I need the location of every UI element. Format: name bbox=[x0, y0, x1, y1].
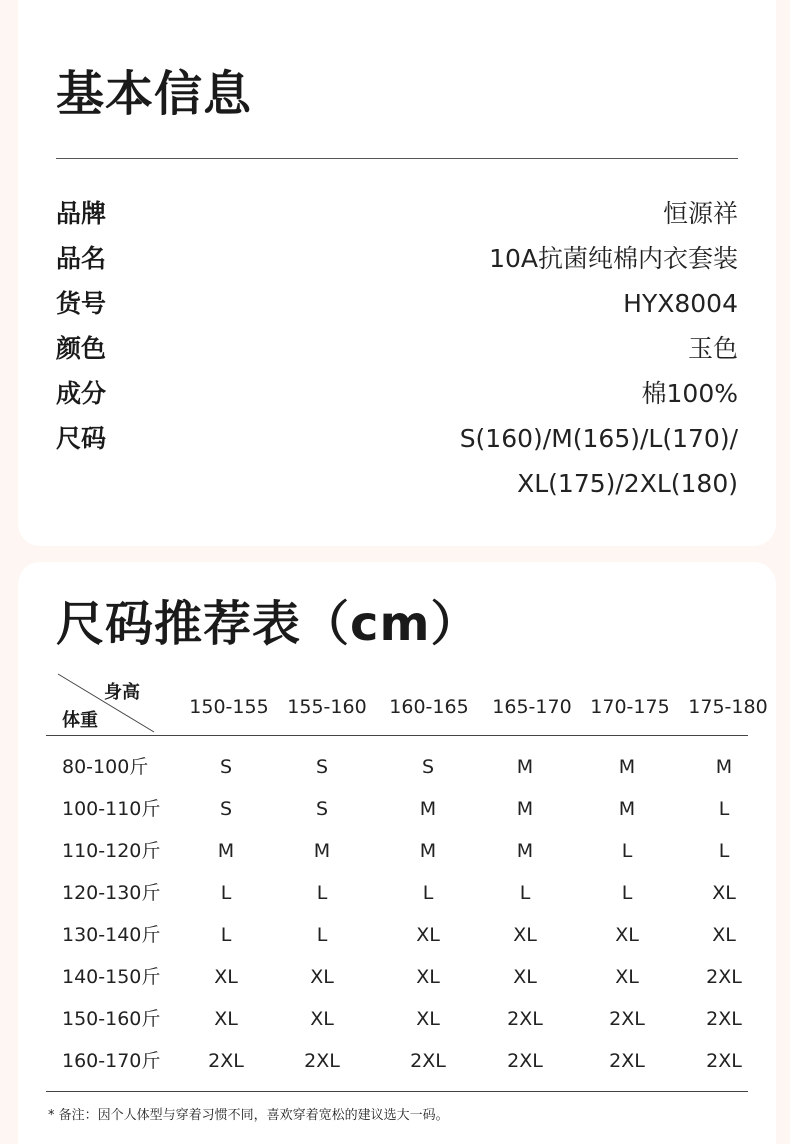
info-row-size bbox=[56, 416, 738, 461]
info-label: 货号 bbox=[56, 289, 107, 318]
row-weight-label: 120-130斤 bbox=[62, 882, 161, 904]
column-header: 165-170 bbox=[492, 696, 572, 718]
size-cell: XL bbox=[513, 966, 537, 988]
row-weight-label: 80-100斤 bbox=[62, 756, 149, 778]
title-divider bbox=[56, 158, 738, 159]
size-cell: 2XL bbox=[410, 1050, 446, 1072]
info-label: 品名 bbox=[56, 244, 107, 273]
info-value: HYX8004 bbox=[623, 289, 738, 318]
info-row-product-name bbox=[56, 236, 738, 281]
info-value: 玉色 bbox=[687, 334, 738, 363]
column-header: 175-180 bbox=[688, 696, 768, 718]
size-cell: 2XL bbox=[706, 1050, 742, 1072]
info-label: 尺码 bbox=[56, 424, 107, 453]
size-cell: S bbox=[219, 798, 233, 820]
size-cell: M bbox=[618, 798, 636, 820]
size-cell: XL bbox=[712, 924, 736, 946]
table-row bbox=[18, 1040, 776, 1082]
size-cell: M bbox=[618, 756, 636, 778]
info-row-item-number bbox=[56, 281, 738, 326]
size-cell: L bbox=[220, 924, 232, 946]
size-cell: S bbox=[315, 798, 329, 820]
size-cell: L bbox=[621, 840, 633, 862]
row-weight-label: 100-110斤 bbox=[62, 798, 161, 820]
size-cell: L bbox=[718, 798, 730, 820]
size-cell: M bbox=[516, 798, 534, 820]
info-label: 成分 bbox=[56, 379, 107, 408]
info-row-composition bbox=[56, 371, 738, 416]
size-cell: XL bbox=[712, 882, 736, 904]
size-cell: M bbox=[217, 840, 235, 862]
size-cell: M bbox=[516, 756, 534, 778]
size-cell: L bbox=[621, 882, 633, 904]
size-cell: 2XL bbox=[706, 1008, 742, 1030]
size-note: * 备注：因个人体型与穿着习惯不同，喜欢穿着宽松的建议选大一码。 bbox=[48, 1108, 449, 1123]
size-cell: 2XL bbox=[507, 1050, 543, 1072]
size-cell: M bbox=[516, 840, 534, 862]
size-cell: XL bbox=[214, 1008, 238, 1030]
size-cell: 2XL bbox=[706, 966, 742, 988]
size-cell: S bbox=[421, 756, 435, 778]
table-row bbox=[18, 998, 776, 1040]
size-cell: L bbox=[519, 882, 531, 904]
column-header: 150-155 bbox=[189, 696, 269, 718]
size-cell: 2XL bbox=[507, 1008, 543, 1030]
size-cell: XL bbox=[416, 924, 440, 946]
table-corner-header bbox=[56, 672, 156, 734]
size-chart-card bbox=[18, 562, 776, 1144]
column-header: 170-175 bbox=[590, 696, 670, 718]
table-row bbox=[18, 788, 776, 830]
size-cell: M bbox=[419, 798, 437, 820]
size-cell: M bbox=[313, 840, 331, 862]
size-cell: L bbox=[316, 882, 328, 904]
info-value: 恒源祥 bbox=[662, 199, 738, 228]
size-cell: 2XL bbox=[609, 1050, 645, 1072]
weight-axis-label: 体重 bbox=[62, 710, 98, 731]
size-cell: XL bbox=[214, 966, 238, 988]
basic-info-title: 基本信息 bbox=[56, 66, 253, 122]
basic-info-card bbox=[18, 0, 776, 546]
info-label: 颜色 bbox=[56, 334, 107, 363]
column-header: 160-165 bbox=[389, 696, 469, 718]
row-weight-label: 150-160斤 bbox=[62, 1008, 161, 1030]
size-cell: L bbox=[422, 882, 434, 904]
size-chart-title: 尺码推荐表（cm） bbox=[56, 596, 480, 652]
table-row bbox=[18, 746, 776, 788]
size-cell: XL bbox=[513, 924, 537, 946]
size-cell: 2XL bbox=[609, 1008, 645, 1030]
column-header: 155-160 bbox=[287, 696, 367, 718]
size-cell: XL bbox=[416, 966, 440, 988]
size-cell: XL bbox=[615, 966, 639, 988]
size-cell: M bbox=[419, 840, 437, 862]
info-row-brand bbox=[56, 191, 738, 236]
size-cell: 2XL bbox=[208, 1050, 244, 1072]
table-row bbox=[18, 956, 776, 998]
info-value: S(160)/M(165)/L(170)/ bbox=[459, 424, 738, 453]
info-value: 棉100% bbox=[641, 379, 738, 408]
row-weight-label: 140-150斤 bbox=[62, 966, 161, 988]
size-cell: S bbox=[315, 756, 329, 778]
info-row-color bbox=[56, 326, 738, 371]
table-row bbox=[18, 872, 776, 914]
size-cell: L bbox=[220, 882, 232, 904]
info-label: 品牌 bbox=[56, 199, 107, 228]
size-cell: XL bbox=[615, 924, 639, 946]
size-cell: L bbox=[718, 840, 730, 862]
table-row bbox=[18, 914, 776, 956]
info-row-size-continued bbox=[56, 461, 738, 506]
table-bottom-divider bbox=[46, 1091, 748, 1092]
row-weight-label: 130-140斤 bbox=[62, 924, 161, 946]
size-cell: XL bbox=[310, 1008, 334, 1030]
size-cell: L bbox=[316, 924, 328, 946]
info-value: XL(175)/2XL(180) bbox=[517, 469, 738, 498]
size-cell: XL bbox=[310, 966, 334, 988]
size-cell: M bbox=[715, 756, 733, 778]
row-weight-label: 110-120斤 bbox=[62, 840, 161, 862]
size-cell: S bbox=[219, 756, 233, 778]
height-axis-label: 身高 bbox=[104, 682, 140, 703]
info-value: 10A抗菌纯棉内衣套装 bbox=[489, 244, 738, 273]
table-header-divider bbox=[46, 735, 748, 736]
row-weight-label: 160-170斤 bbox=[62, 1050, 161, 1072]
table-row bbox=[18, 830, 776, 872]
size-cell: 2XL bbox=[304, 1050, 340, 1072]
size-cell: XL bbox=[416, 1008, 440, 1030]
